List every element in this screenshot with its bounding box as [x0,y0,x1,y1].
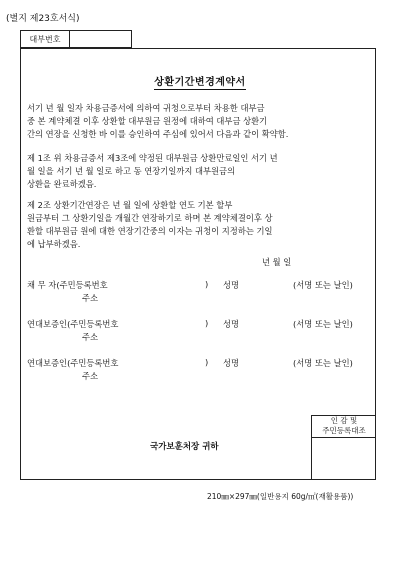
guarantor-2-id-close: ) [205,357,209,367]
debtor-name-label: 성명 [223,280,240,290]
guarantor-1-seal-label: (서명 또는 날인) [293,319,353,329]
article-2-line: 원금부터 그 상환기일을 개월간 연장하기로 하며 본 계약체결이후 상 [27,213,273,223]
guarantor-2-address-label: 주소 [82,371,99,381]
debtor-address-label: 주소 [82,293,99,303]
article-2-line: 에 납부하겠음. [27,239,81,249]
seal-verification-header: 인 감 및 주민등록대조 [312,416,376,438]
guarantor-1-id-close: ) [205,318,209,328]
document-title: 상환기간변경계약서 [154,77,246,88]
guarantor-2-id-label: 연대보증인(주민등록번호 [27,358,119,368]
seal-verification-box [311,415,376,480]
intro-line: 서기 년 월 일자 차용금증서에 의하여 귀청으로부터 차용한 대부금 [27,103,265,113]
debtor-id-label: 채 무 자(주민등록번호 [27,280,108,290]
article-2-line: 제 2조 상환기간연장은 년 월 일에 상환할 연도 기본 할부 [27,200,233,210]
guarantor-2-name-label: 성명 [223,358,240,368]
guarantor-1-id-label: 연대보증인(주민등록번호 [27,319,119,329]
guarantor-2-seal-label: (서명 또는 날인) [293,358,353,368]
article-1-line: 제 1조 위 차용금증서 제3조에 약정된 대부원금 상환만료일인 서기 년 [27,153,278,163]
intro-line: 중 본 계약체결 이후 상환할 대부원금 원정에 대하여 대부금 상환기 [27,116,268,126]
intro-line: 간의 연장을 신청한 바 이를 승인하여 주심에 있어서 다음과 같이 확약함. [27,129,289,139]
debtor-id-close: ) [205,279,209,289]
debtor-seal-label: (서명 또는 날인) [293,280,353,290]
guarantor-1-name-label: 성명 [223,319,240,329]
ledger-number-label: 대부번호 [21,31,70,47]
article-1-line: 상환을 완료하겠음. [27,179,97,189]
article-2-line: 환할 대부원금 원에 대한 연장기간중의 이자는 귀청이 지정하는 기일 [27,226,273,236]
paper-spec: 210㎜×297㎜(일반용지 60g/㎡(재활용품)) [207,492,354,501]
ledger-number-box [20,30,132,48]
addressee: 국가보훈처장 귀하 [150,442,219,452]
form-number-label: (별지 제23호서식) [6,14,80,24]
article-1-line: 월 일을 서기 년 월 일로 하고 동 연장기일까지 대부원금의 [27,166,236,176]
signing-date: 년 월 일 [262,257,292,267]
guarantor-1-address-label: 주소 [82,332,99,342]
